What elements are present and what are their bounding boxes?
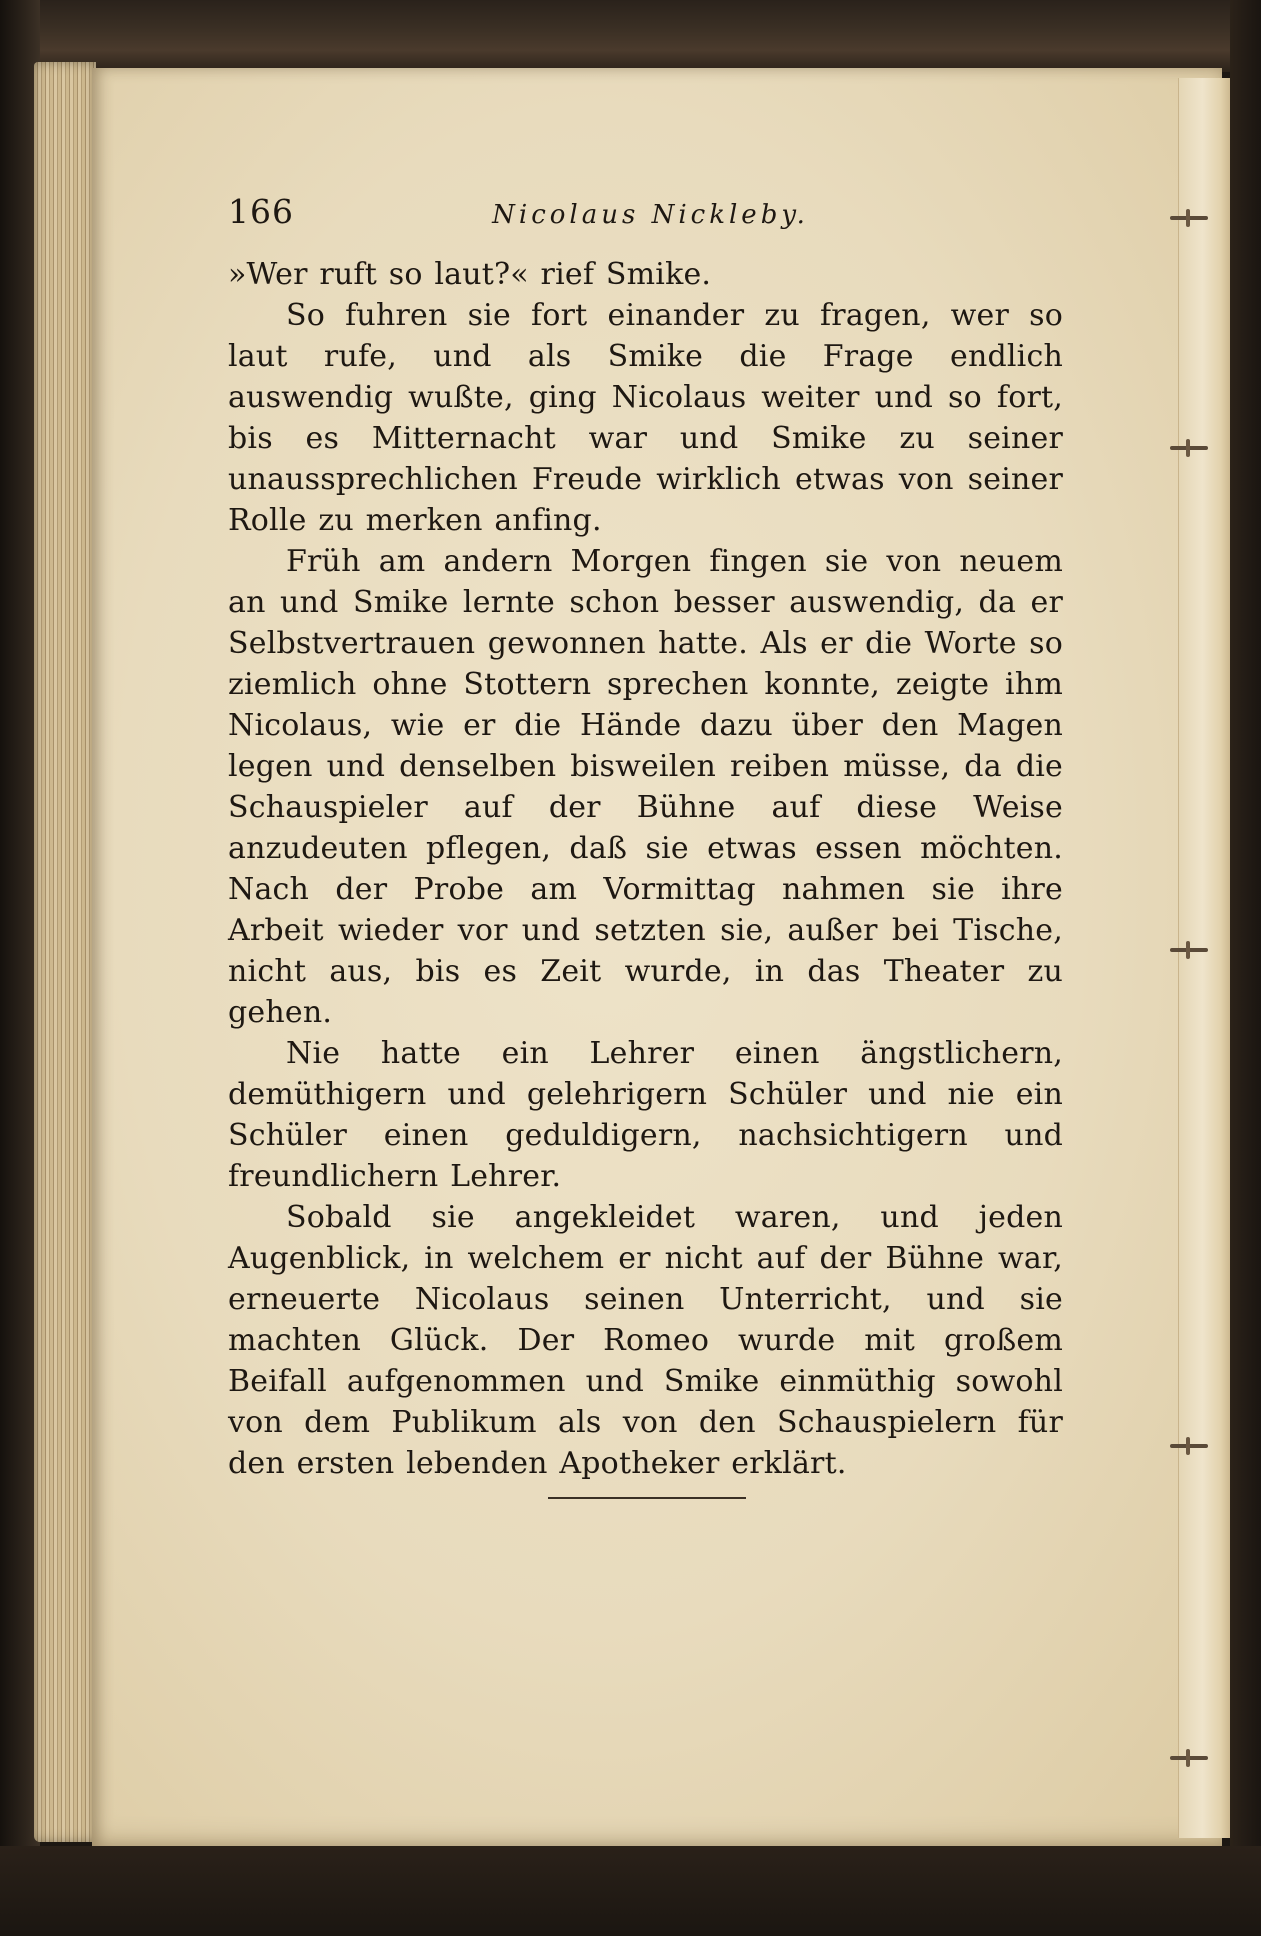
stacked-page-edges (34, 62, 96, 1842)
paragraph: »Wer ruft so laut?« rief Smike. (228, 257, 712, 292)
paragraph: So fuhren sie fort einander zu fragen, wer so laut rufe, und als Smike die Frage endlich auswendig wußte, ging Nicolaus weiter und so fort, bis es Mitternacht war und Smike zu seiner unaussprechlichen Freude wirklich etwas von seiner Rolle zu merken anfing. (228, 298, 1063, 538)
page-number: 166 (228, 192, 294, 231)
book-cover-right (1230, 0, 1261, 1936)
binding-thread (1170, 446, 1208, 450)
running-head: Nicolaus Nickleby. (492, 200, 809, 230)
binding-thread (1170, 216, 1208, 220)
page-text (228, 192, 1063, 1484)
binding-thread (1170, 948, 1208, 952)
paragraph: Früh am andern Morgen fingen sie von neuem an und Smike lernte schon besser auswendig, da er Selbstvertrauen gewonnen hatte. Als er die Worte so ziemlich ohne Stottern sprechen konnte, zeigte ihm Nicolaus, wie er die Hände dazu über den Magen legen und denselben bisweilen reiben müsse, da die Schauspieler auf der Bühne auf diese Weise anzudeuten pflegen, daß sie etwas essen möchten. Nach der Probe am Vormittag nahmen sie ihre Arbeit wieder vor und setzten sie, außer bei Tische, nicht aus, bis es Zeit wurde, in das Theater zu gehen. (228, 544, 1063, 1030)
book-cover-top (0, 0, 1261, 72)
binding-thread (1170, 1444, 1208, 1448)
section-end-rule (548, 1497, 746, 1499)
page-header (228, 192, 1063, 244)
book-cover-bottom (0, 1846, 1261, 1936)
paragraph: Nie hatte ein Lehrer einen ängstlichern, demüthigern und gelehrigern Schüler und nie ein Schüler einen geduldigern, nachsichtigern und freundlichern Lehrer. (228, 1036, 1063, 1194)
binding-thread (1170, 1756, 1208, 1760)
paragraph: Sobald sie angekleidet waren, und jeden Augenblick, in welchem er nicht auf der Bühne war, erneuerte Nicolaus seinen Unterricht, und sie machten Glück. Der Romeo wurde mit großem Beifall aufgenommen und Smike einmüthig sowohl von dem Publikum als von den Schauspielern für den ersten lebenden Apotheker erklärt. (228, 1200, 1063, 1481)
